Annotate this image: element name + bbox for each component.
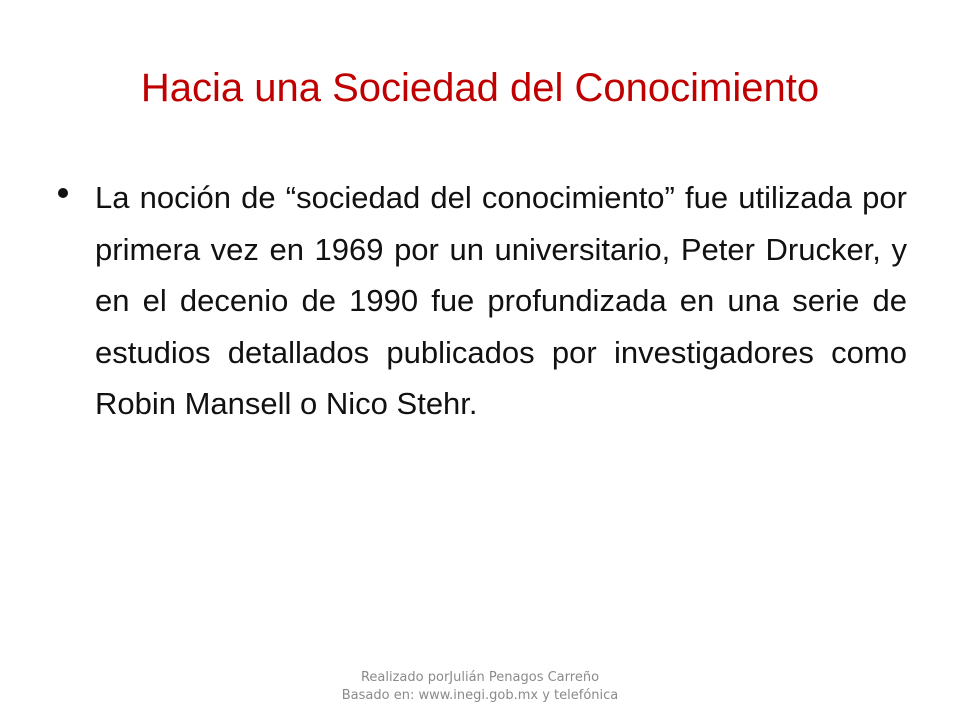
footer-source: Basado en: www.inegi.gob.mx y telefónica — [341, 688, 619, 703]
slide-body — [55, 172, 907, 430]
footer-author: Realizado porJulián Penagos Carreño — [360, 670, 600, 685]
bullet-text: La noción de “sociedad del conocimiento” fue utilizada por primera vez en 1969 por un universitario, Peter Drucker, y en el decenio de 1990 fue profundizada en una serie de estudios detallados publicados por investigadores como Robin Mansell o Nico Stehr. — [95, 180, 907, 421]
bullet-icon — [58, 188, 68, 198]
slide-title: Hacia una Sociedad del Conocimiento — [140, 66, 820, 110]
bullet-item — [55, 172, 907, 430]
slide-footer — [0, 669, 960, 705]
